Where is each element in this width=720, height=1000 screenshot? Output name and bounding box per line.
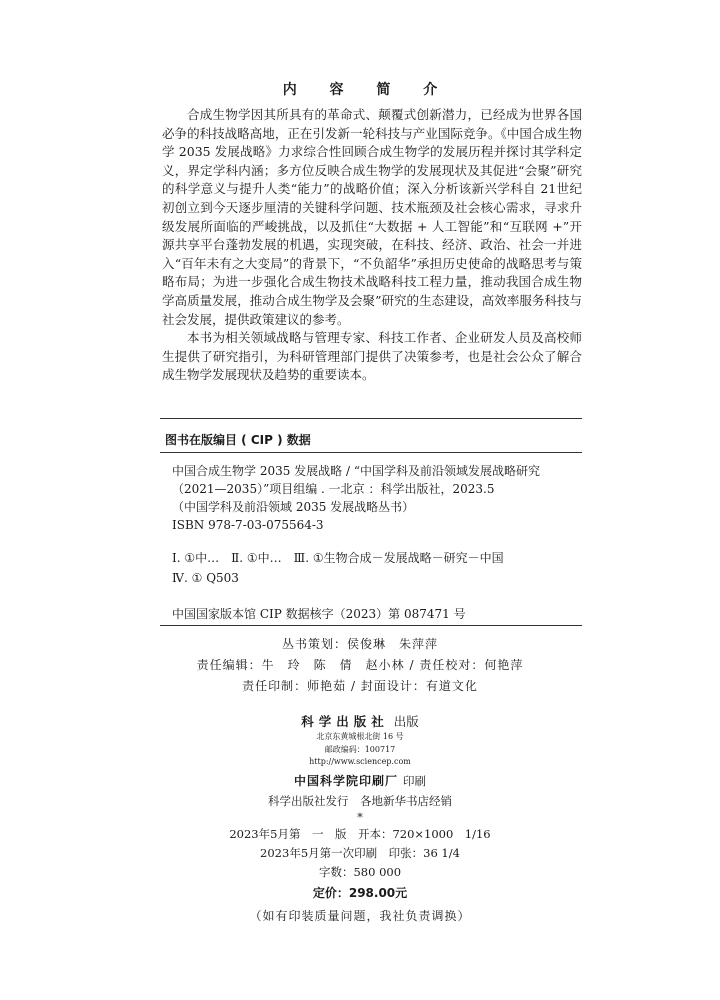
price: 定价：298.00元: [312, 886, 408, 900]
cip-isbn: ISBN 978-7-03-075564-3: [172, 518, 324, 532]
printing-info: 2023年5月第一次印刷 印张：36 1/4: [260, 846, 460, 860]
printer-suffix: 印刷: [403, 774, 427, 788]
cip-record: [172, 462, 582, 534]
cip-publisher-line: （2021—2035）”项目组编 . 一北京 ：科学出版社，2023.5: [172, 482, 495, 496]
publisher-name: 科学出版社: [301, 714, 389, 729]
cip-data-number: 中国国家版本馆 CIP 数据核字（2023）第 087471 号: [172, 607, 466, 621]
divider-cip: [160, 452, 582, 453]
divider-top: [160, 418, 582, 419]
publisher-address: 北京东黄城根北街 16 号: [316, 732, 404, 741]
divider-bottom: [160, 625, 582, 626]
separator-star: *: [357, 810, 363, 824]
quality-notice: （如有印装质量问题，我社负责调换）: [249, 909, 471, 923]
edition-info: 2023年5月第 一 版 开本：720×1000 1/16: [229, 827, 491, 841]
summary-paragraph-2: 本书为相关领域战略与管理专家、科技工作者、企业研发人员及高校师生提供了研究指引，为科研管理部门提供了决策参考，也是社会公众了解合成生物学发展现状及趋势的重要读本。: [162, 330, 582, 383]
summary-paragraph-1: 合成生物学因其所具有的革命式、颠覆式创新潜力，已经成为世界各国必争的科技战略高地，正在引发新一轮科技与产业国际竞争。《中国合成生物学 2035 发展战略》力求综合性回顾合成生物学的发展历程并探讨其学科定义，界定学科内涵；多方位反映合成生物学的发展现状及其促进“会聚”研究的科学意义与提升人类“能力”的战略价值；深入分析该新兴学科自 21世纪初创立到今天逐步厘清的关键科学问题、技术瓶颈及社会核心需求，寻求升级发展所面临的严峻挑战，以及抓住“大数据 + 人工智能”和“互联网 +”开源共享平台蓬勃发展的机遇，实现突破，在科技、经济、政治、社会一并进入“百年未有之大变局”的背景下，“不负韶华”承担历史使命的战略思考与策略布局；为进一步强化合成生物技术战略科技工程力量，推动我国合成生物学高质量发展，推动合成生物学及会聚”研究的生态建设，高效率服务科技与社会发展，提供政策建议的参考。: [162, 107, 582, 327]
cip-classification-line-1: Ⅰ. ①中… Ⅱ. ①中… Ⅲ. ①生物合成－发展战略－研究－中国: [172, 551, 504, 565]
printer-line: [0, 770, 720, 789]
cip-classification: [172, 548, 582, 588]
credits: [0, 634, 720, 697]
cip-title-line: 中国合成生物学 2035 发展战略 / “中国学科及前沿领域发展战略研究: [172, 464, 540, 478]
page-title: 内 容 简 介: [282, 82, 452, 98]
cip-series-line: （中国学科及前沿领域 2035 发展战略丛书）: [172, 500, 415, 514]
printer-name: 中国科学院印刷厂: [293, 774, 398, 788]
word-count: 字数：580 000: [318, 865, 402, 879]
publisher-suffix: 出版: [393, 714, 419, 729]
cip-heading: 图书在版编目 ( CIP ) 数据: [165, 433, 311, 447]
publisher-postcode: 邮政编码：100717: [324, 745, 396, 754]
distribution: 科学出版社发行 各地新华书店经销: [268, 794, 452, 808]
cip-classification-line-2: Ⅳ. ① Q503: [172, 571, 239, 585]
responsible-editors: 责任编辑：牛 玲 陈 倩 赵小林 / 责任校对：何艳萍: [196, 658, 524, 672]
printing-and-design: 责任印制：师艳茹 / 封面设计：有道文化: [242, 679, 478, 693]
publisher-line: [0, 711, 720, 730]
series-planner: 丛书策划：侯俊琳 朱萍萍: [281, 637, 438, 651]
content-summary: [162, 106, 582, 385]
publisher-url: http://www.sciencep.com: [309, 757, 411, 766]
